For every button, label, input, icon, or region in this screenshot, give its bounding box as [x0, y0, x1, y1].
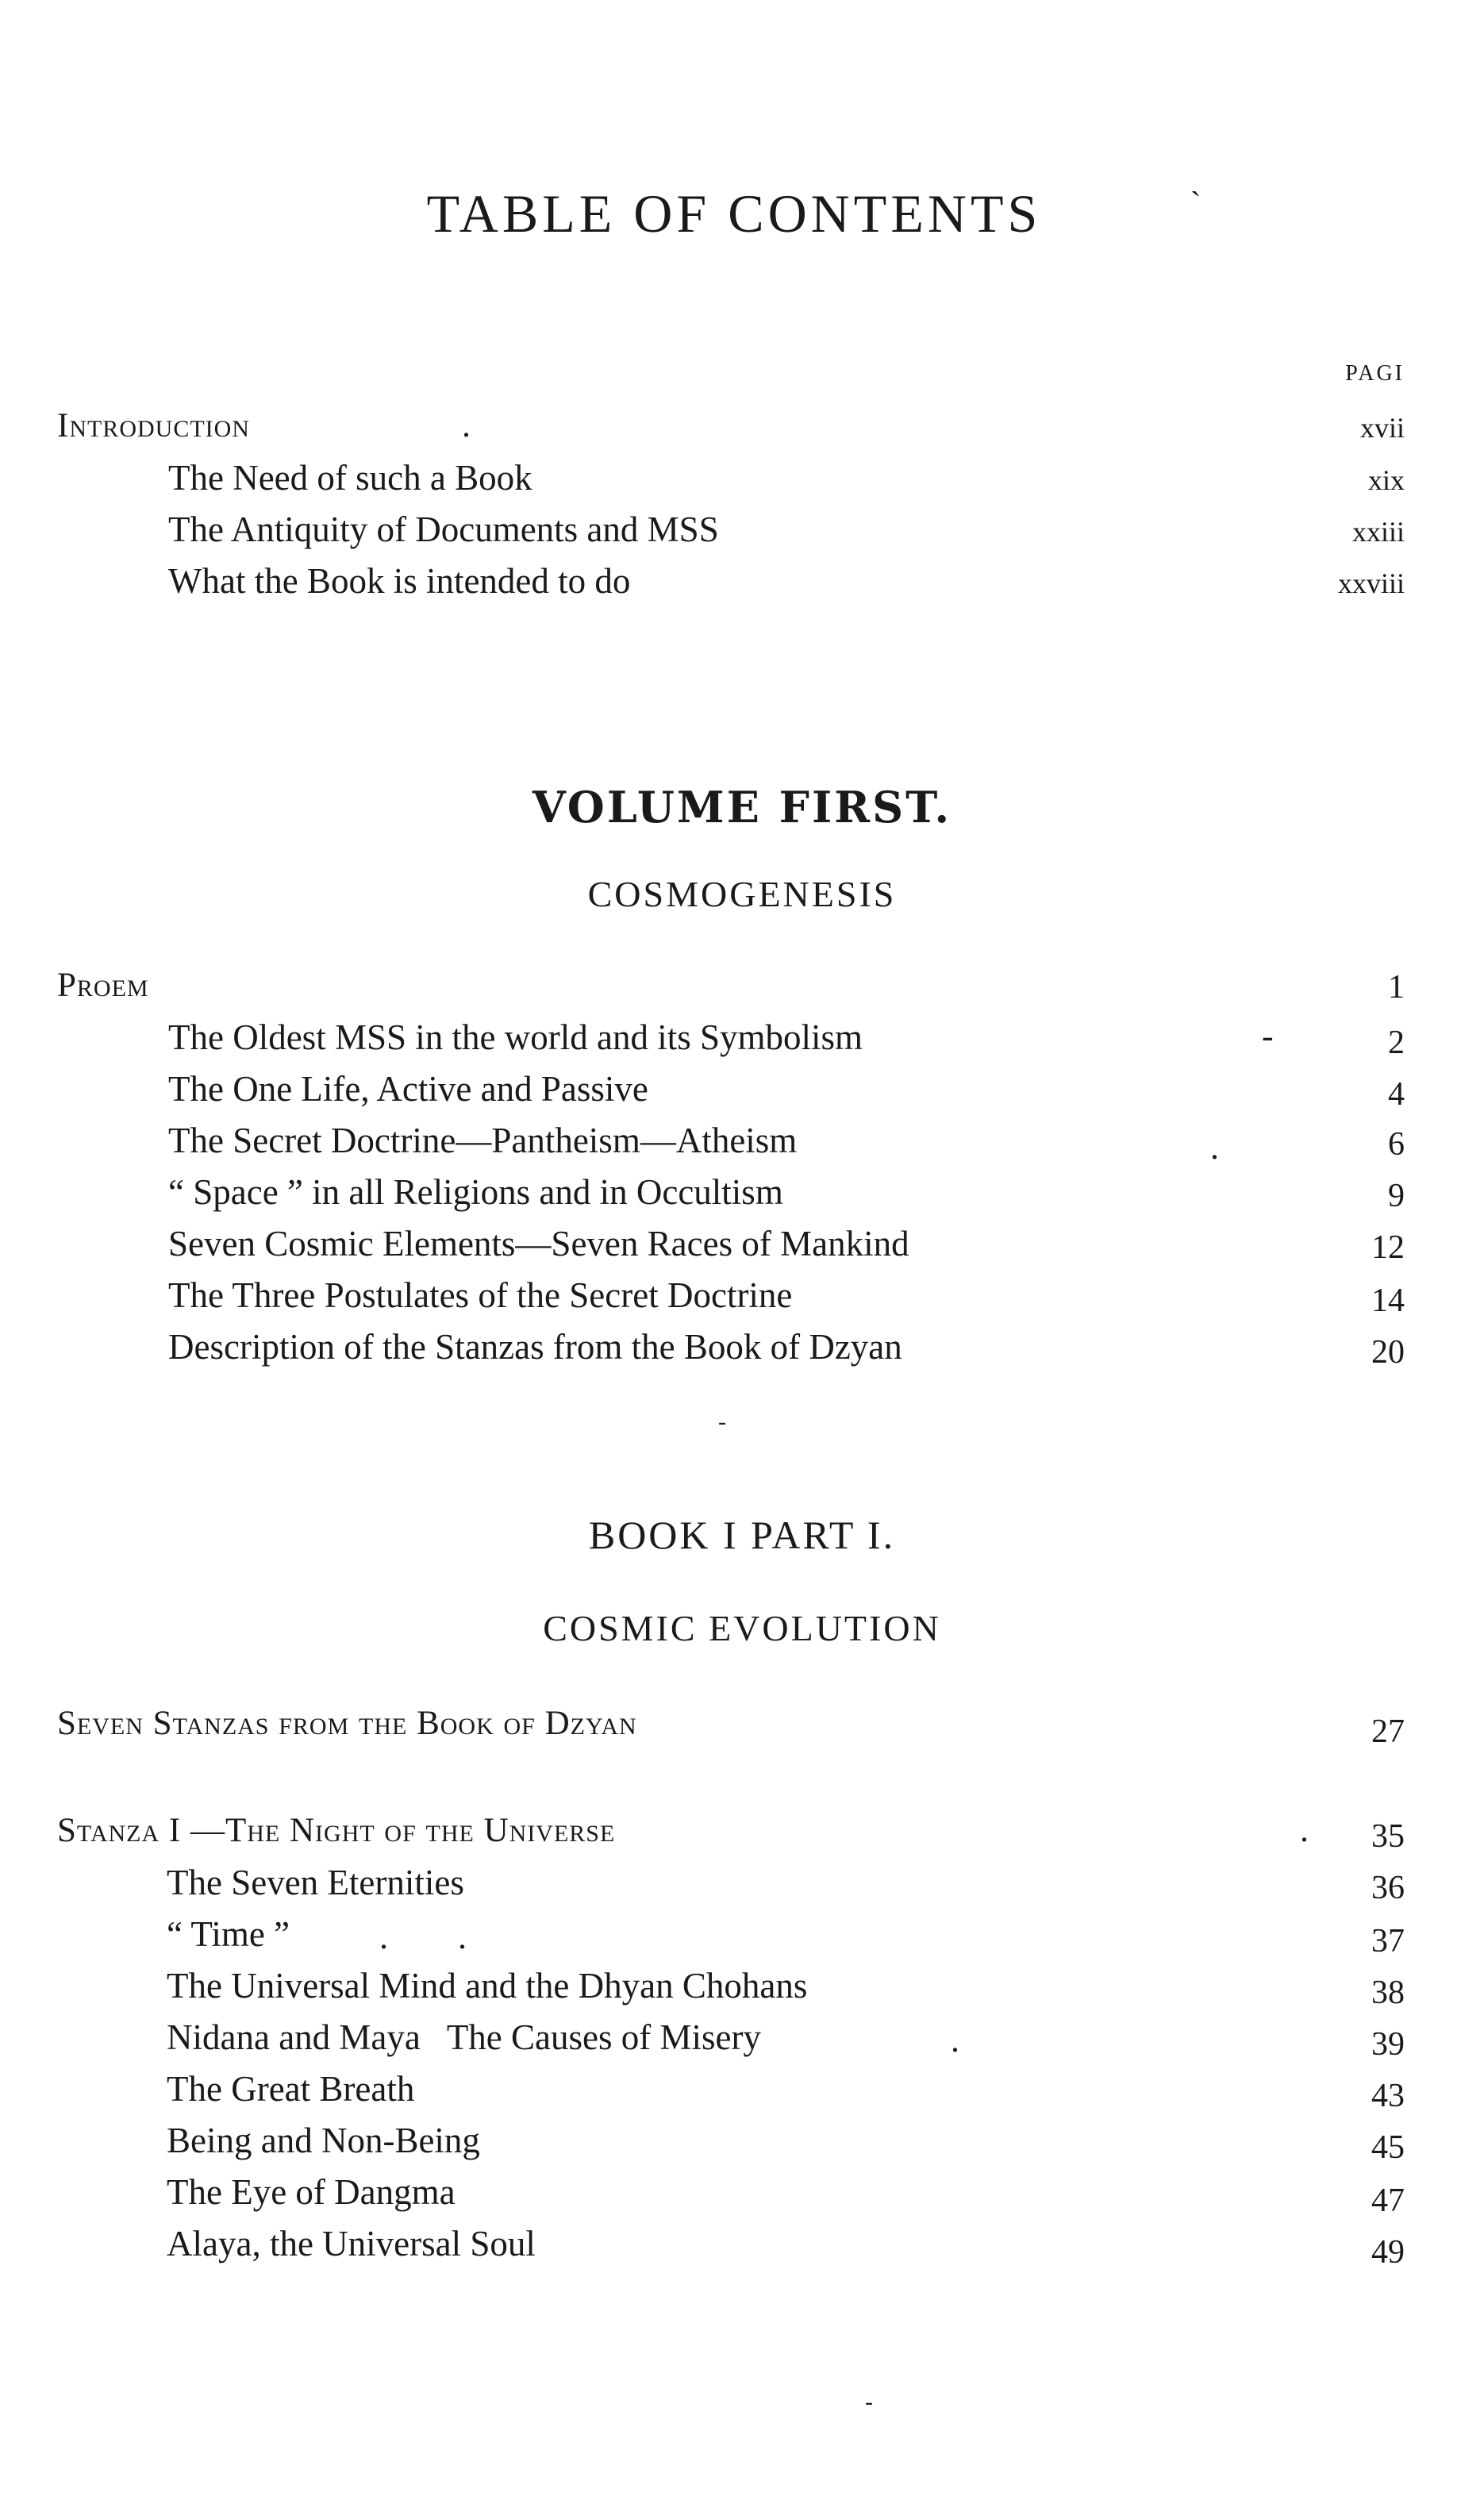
book-subheading: COSMIC EVOLUTION: [543, 1608, 941, 1648]
page-number: 35: [1371, 1818, 1405, 1855]
toc-entry: The Three Postulates of the Secret Doctrine: [168, 1275, 793, 1315]
volume-subheading: COSMOGENESIS: [587, 874, 897, 914]
leader-dot: .: [951, 2021, 959, 2059]
toc-entry: The Oldest MSS in the world and its Symbolism: [168, 1017, 863, 1057]
toc-entry: The Seven Eternities: [167, 1863, 464, 1902]
toc-entry: Seven Cosmic Elements—Seven Races of Mankind: [168, 1224, 909, 1263]
toc-entry: The Eye of Dangma: [167, 2172, 456, 2212]
toc-entry: The Antiquity of Documents and MSS: [168, 510, 719, 549]
page-number: xxiii: [1351, 516, 1405, 548]
book-heading: BOOK I PART I.: [588, 1513, 896, 1557]
page-number: 6: [1388, 1126, 1405, 1163]
volume-heading: VOLUME FIRST.: [532, 782, 952, 833]
toc-entry: The Secret Doctrine—Pantheism—Atheism: [168, 1121, 798, 1160]
toc-entry-stanza-one: Stanza I —The Night of the Universe: [57, 1812, 616, 1849]
page-number: xvii: [1359, 412, 1405, 444]
toc-entry: Being and Non-Being: [167, 2121, 480, 2160]
page-number: xix: [1367, 464, 1405, 496]
page-title: TABLE OF CONTENTS: [426, 183, 1042, 244]
page-number: 1: [1388, 969, 1405, 1006]
toc-entry-introduction: Introduction: [57, 407, 250, 444]
page-number: 43: [1371, 2078, 1405, 2114]
page-number: 37: [1371, 1923, 1405, 1959]
leader-dot: .: [462, 406, 471, 444]
toc-entry: What the Book is intended to do: [168, 561, 631, 601]
page-number: 14: [1371, 1283, 1405, 1319]
toc-entry: “ Space ” in all Religions and in Occultism: [168, 1172, 783, 1212]
page-column-label: PAGI: [1345, 361, 1405, 386]
toc-entry: The Great Breath: [167, 2069, 415, 2109]
leader-dot: .: [1300, 1810, 1309, 1849]
separator-mark: -: [718, 1409, 726, 1435]
toc-entry: Alaya, the Universal Soul: [167, 2224, 536, 2263]
page-number: 27: [1371, 1713, 1405, 1750]
footer-mark: -: [865, 2389, 873, 2415]
page-number: 49: [1371, 2234, 1405, 2271]
page-number: 45: [1371, 2129, 1405, 2166]
toc-entry: The One Life, Active and Passive: [168, 1069, 648, 1109]
page-number: 12: [1371, 1229, 1405, 1266]
toc-entry: “ Time ”: [167, 1914, 290, 1954]
page-number: xxviii: [1337, 567, 1405, 599]
toc-entry-proem: Proem: [57, 967, 149, 1004]
page-number: 39: [1371, 2026, 1405, 2063]
stray-mark: `: [1190, 185, 1201, 221]
page-number: 38: [1371, 1975, 1405, 2011]
leader-dot: .: [1210, 1128, 1219, 1167]
leader-dot: . .: [379, 1917, 467, 1956]
toc-entry-seven-stanzas: Seven Stanzas from the Book of Dzyan: [57, 1705, 637, 1742]
toc-entry: Description of the Stanzas from the Book of Dzyan: [168, 1327, 902, 1367]
toc-entry: The Need of such a Book: [168, 458, 532, 498]
page-number: 2: [1388, 1025, 1405, 1061]
page-number: 20: [1371, 1334, 1405, 1371]
leader-dot: -: [1262, 1017, 1274, 1056]
page-number: 9: [1388, 1178, 1405, 1214]
toc-entry: The Universal Mind and the Dhyan Chohans: [167, 1966, 808, 2006]
page-number: 47: [1371, 2182, 1405, 2219]
page-number: 4: [1388, 1076, 1405, 1113]
page-number: 36: [1371, 1870, 1405, 1906]
toc-entry: Nidana and Maya The Causes of Misery: [167, 2017, 761, 2057]
